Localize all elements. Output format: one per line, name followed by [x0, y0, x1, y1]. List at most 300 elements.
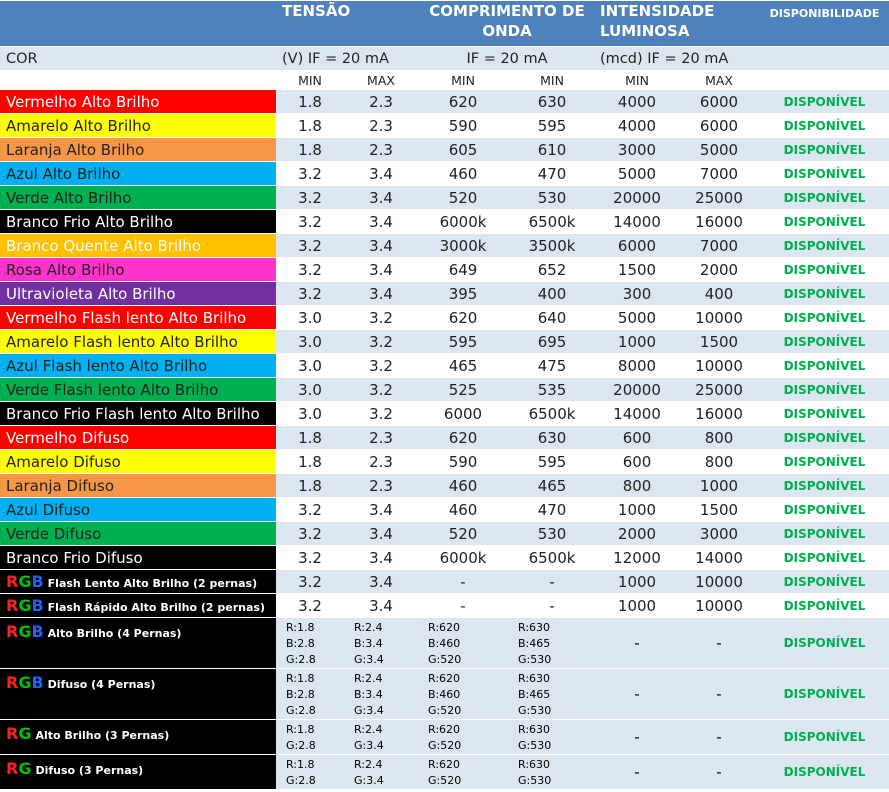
- rgb-label: Flash Rápido Alto Brilho (2 pernas): [47, 601, 265, 614]
- color-name-cell: Amarelo Flash lento Alto Brilho: [0, 330, 276, 354]
- minmax-label: MIN: [596, 71, 678, 90]
- value-cell: -: [418, 570, 508, 594]
- status-badge: DISPONÍVEL: [760, 378, 889, 402]
- value-cell: 10000: [678, 594, 760, 618]
- value-cell: 600: [596, 426, 678, 450]
- rgb-letter: R: [6, 572, 19, 591]
- sub-blank: [760, 47, 889, 71]
- value-line: R:620: [428, 621, 461, 634]
- value-cell: 1500: [678, 330, 760, 354]
- table-row: [0, 720, 889, 755]
- rgb-label: Flash Lento Alto Brilho (2 pernas): [47, 577, 258, 590]
- value-list-cell: [344, 755, 418, 790]
- color-name-cell: Vermelho Alto Brilho: [0, 90, 276, 114]
- value-cell: 460: [418, 498, 508, 522]
- table-row: [0, 594, 889, 618]
- color-name-cell: [0, 669, 276, 720]
- value-cell: 14000: [596, 402, 678, 426]
- value-cell: 470: [508, 498, 596, 522]
- color-name-cell: [0, 594, 276, 618]
- value-cell: 3000k: [418, 234, 508, 258]
- value-line: G:2.8: [286, 704, 316, 717]
- rgb-label: Alto Brilho (4 Pernas): [47, 627, 182, 640]
- value-cell: 5000: [678, 138, 760, 162]
- value-line: R:1.8: [286, 621, 315, 634]
- color-name-cell: Branco Quente Alto Brilho: [0, 234, 276, 258]
- value-cell: 3.2: [276, 282, 344, 306]
- color-name-cell: Azul Alto Brilho: [0, 162, 276, 186]
- value-list-cell: [418, 618, 508, 669]
- value-list-cell: [418, 669, 508, 720]
- value-list-cell: [344, 618, 418, 669]
- value-line: G:2.8: [286, 739, 316, 752]
- status-badge: DISPONÍVEL: [760, 186, 889, 210]
- value-cell: 520: [418, 186, 508, 210]
- value-cell: -: [678, 618, 760, 669]
- rgb-prefix: [6, 572, 44, 591]
- value-line: G:520: [428, 739, 462, 752]
- value-cell: 3.4: [344, 498, 418, 522]
- value-cell: 460: [418, 162, 508, 186]
- minmax-label: MIN: [276, 71, 344, 90]
- color-name-cell: Branco Frio Difuso: [0, 546, 276, 570]
- value-list-cell: [418, 755, 508, 790]
- value-cell: 3.2: [276, 210, 344, 234]
- value-cell: 12000: [596, 546, 678, 570]
- value-cell: 3.0: [276, 378, 344, 402]
- header-cor-blank: [0, 1, 276, 47]
- value-cell: 300: [596, 282, 678, 306]
- table-row: [0, 378, 889, 402]
- status-badge: DISPONÍVEL: [760, 618, 889, 669]
- minmax-blank: [760, 71, 889, 90]
- value-cell: 605: [418, 138, 508, 162]
- value-line: G:3.4: [354, 739, 384, 752]
- sub-intensidade: (mcd) IF = 20 mA: [596, 47, 760, 71]
- value-line: B:2.8: [286, 688, 315, 701]
- status-badge: DISPONÍVEL: [760, 90, 889, 114]
- rgb-label: Alto Brilho (3 Pernas): [35, 729, 170, 742]
- table-row: [0, 90, 889, 114]
- color-name-cell: Verde Flash lento Alto Brilho: [0, 378, 276, 402]
- value-cell: -: [596, 669, 678, 720]
- status-badge: DISPONÍVEL: [760, 234, 889, 258]
- table-row: [0, 474, 889, 498]
- value-line: R:2.4: [354, 672, 383, 685]
- rgb-letter: R: [6, 622, 19, 641]
- value-cell: 590: [418, 114, 508, 138]
- value-cell: 2.3: [344, 474, 418, 498]
- value-cell: 3.0: [276, 306, 344, 330]
- color-name-cell: Vermelho Difuso: [0, 426, 276, 450]
- value-line: R:620: [428, 672, 461, 685]
- table-row: [0, 618, 889, 669]
- table-row: [0, 138, 889, 162]
- value-cell: 5000: [596, 162, 678, 186]
- status-badge: DISPONÍVEL: [760, 426, 889, 450]
- value-cell: 3000: [596, 138, 678, 162]
- value-line: G:530: [518, 774, 552, 787]
- sub-tensao: (V) IF = 20 mA: [276, 47, 418, 71]
- color-name-cell: Branco Frio Flash lento Alto Brilho: [0, 402, 276, 426]
- value-cell: 14000: [596, 210, 678, 234]
- value-cell: 3.4: [344, 210, 418, 234]
- value-line: B:465: [518, 688, 551, 701]
- value-cell: 3.4: [344, 162, 418, 186]
- value-cell: -: [678, 669, 760, 720]
- rgb-letter: G: [18, 724, 32, 743]
- value-cell: 6000k: [418, 210, 508, 234]
- status-badge: DISPONÍVEL: [760, 210, 889, 234]
- rgb-letter: B: [31, 596, 44, 615]
- value-cell: 1000: [596, 594, 678, 618]
- value-list-cell: [276, 669, 344, 720]
- rgb-prefix: [6, 596, 44, 615]
- table-row: [0, 450, 889, 474]
- value-cell: 10000: [678, 570, 760, 594]
- table-row: [0, 546, 889, 570]
- value-cell: 3.0: [276, 330, 344, 354]
- value-cell: 3.4: [344, 258, 418, 282]
- value-cell: 400: [678, 282, 760, 306]
- value-line: R:1.8: [286, 758, 315, 771]
- value-cell: 1000: [678, 474, 760, 498]
- value-cell: 530: [508, 522, 596, 546]
- color-name-cell: Amarelo Alto Brilho: [0, 114, 276, 138]
- value-cell: 7000: [678, 234, 760, 258]
- value-cell: 3.4: [344, 546, 418, 570]
- value-cell: 2000: [678, 258, 760, 282]
- table-row: [0, 522, 889, 546]
- value-cell: 4000: [596, 90, 678, 114]
- value-cell: 2.3: [344, 90, 418, 114]
- value-cell: -: [508, 570, 596, 594]
- color-name-cell: [0, 570, 276, 594]
- value-cell: 590: [418, 450, 508, 474]
- rgb-letter: B: [31, 572, 44, 591]
- value-list-cell: [508, 755, 596, 790]
- value-line: B:465: [518, 637, 551, 650]
- status-badge: DISPONÍVEL: [760, 669, 889, 720]
- value-cell: 20000: [596, 186, 678, 210]
- color-name-cell: Rosa Alto Brilho: [0, 258, 276, 282]
- value-cell: 3.4: [344, 234, 418, 258]
- value-cell: -: [418, 594, 508, 618]
- value-cell: 400: [508, 282, 596, 306]
- rgb-label: Difuso (3 Pernas): [35, 764, 144, 777]
- value-cell: 2.3: [344, 450, 418, 474]
- value-cell: 1.8: [276, 114, 344, 138]
- table-row: [0, 330, 889, 354]
- value-cell: -: [678, 720, 760, 755]
- rgb-letter: R: [6, 673, 19, 692]
- table-row: [0, 755, 889, 790]
- rgb-letter: G: [18, 596, 32, 615]
- value-cell: 10000: [678, 306, 760, 330]
- value-line: R:2.4: [354, 758, 383, 771]
- color-name-cell: Vermelho Flash lento Alto Brilho: [0, 306, 276, 330]
- value-cell: 465: [508, 474, 596, 498]
- status-badge: DISPONÍVEL: [760, 162, 889, 186]
- value-cell: 610: [508, 138, 596, 162]
- rgb-letter: R: [6, 596, 19, 615]
- header-comprimento: COMPRIMENTO DE ONDA: [418, 1, 596, 47]
- rgb-letter: B: [31, 622, 44, 641]
- status-badge: DISPONÍVEL: [760, 306, 889, 330]
- table-row: [0, 669, 889, 720]
- color-name-cell: Verde Alto Brilho: [0, 186, 276, 210]
- value-list-cell: [276, 755, 344, 790]
- rgb-prefix: [6, 759, 31, 778]
- status-badge: DISPONÍVEL: [760, 474, 889, 498]
- value-cell: 20000: [596, 378, 678, 402]
- rgb-letter: G: [18, 673, 32, 692]
- status-badge: DISPONÍVEL: [760, 354, 889, 378]
- value-cell: 3.4: [344, 594, 418, 618]
- rgb-letter: G: [18, 572, 32, 591]
- rgb-letter: R: [6, 759, 19, 778]
- value-cell: 3.2: [276, 258, 344, 282]
- status-badge: DISPONÍVEL: [760, 402, 889, 426]
- value-list-cell: [508, 618, 596, 669]
- table-row: [0, 162, 889, 186]
- table-row: [0, 354, 889, 378]
- value-list-cell: [344, 720, 418, 755]
- rgb-letter: R: [6, 724, 19, 743]
- header-intensidade: INTENSIDADE LUMINOSA: [596, 1, 760, 47]
- value-cell: 695: [508, 330, 596, 354]
- status-badge: DISPONÍVEL: [760, 138, 889, 162]
- color-name-cell: Laranja Difuso: [0, 474, 276, 498]
- value-cell: 1.8: [276, 138, 344, 162]
- color-name-cell: [0, 755, 276, 790]
- table-row: [0, 114, 889, 138]
- value-line: R:2.4: [354, 723, 383, 736]
- value-line: R:1.8: [286, 723, 315, 736]
- value-cell: 3.2: [276, 594, 344, 618]
- value-cell: 800: [678, 426, 760, 450]
- table-row: [0, 402, 889, 426]
- value-line: R:630: [518, 723, 551, 736]
- color-name-cell: Ultravioleta Alto Brilho: [0, 282, 276, 306]
- value-line: R:1.8: [286, 672, 315, 685]
- value-cell: 6500k: [508, 402, 596, 426]
- rgb-letter: G: [18, 622, 32, 641]
- table-row: [0, 306, 889, 330]
- value-cell: 630: [508, 90, 596, 114]
- value-cell: 652: [508, 258, 596, 282]
- value-cell: 25000: [678, 378, 760, 402]
- color-name-cell: Laranja Alto Brilho: [0, 138, 276, 162]
- value-cell: 6000: [418, 402, 508, 426]
- value-cell: 2.3: [344, 138, 418, 162]
- value-line: R:620: [428, 758, 461, 771]
- value-cell: 535: [508, 378, 596, 402]
- value-cell: 3.2: [276, 186, 344, 210]
- value-cell: 3.2: [276, 162, 344, 186]
- value-cell: -: [678, 755, 760, 790]
- value-line: G:3.4: [354, 653, 384, 666]
- value-cell: 620: [418, 90, 508, 114]
- header-tensao: TENSÃO: [276, 1, 418, 47]
- minmax-row: [0, 71, 889, 90]
- value-cell: 460: [418, 474, 508, 498]
- value-cell: 3.2: [276, 546, 344, 570]
- value-cell: 395: [418, 282, 508, 306]
- table-row: [0, 498, 889, 522]
- color-name-cell: Amarelo Difuso: [0, 450, 276, 474]
- value-cell: 525: [418, 378, 508, 402]
- value-line: G:520: [428, 774, 462, 787]
- status-badge: DISPONÍVEL: [760, 594, 889, 618]
- value-cell: 4000: [596, 114, 678, 138]
- value-cell: 6000k: [418, 546, 508, 570]
- value-cell: 520: [418, 522, 508, 546]
- table-row: [0, 234, 889, 258]
- value-list-cell: [344, 669, 418, 720]
- status-badge: DISPONÍVEL: [760, 330, 889, 354]
- header-row: [0, 1, 889, 47]
- value-cell: 3.4: [344, 282, 418, 306]
- table-row: [0, 570, 889, 594]
- value-list-cell: [508, 669, 596, 720]
- status-badge: DISPONÍVEL: [760, 282, 889, 306]
- value-cell: 14000: [678, 546, 760, 570]
- value-cell: 800: [596, 474, 678, 498]
- value-cell: 1000: [596, 498, 678, 522]
- value-cell: 3000: [678, 522, 760, 546]
- value-cell: 620: [418, 426, 508, 450]
- value-cell: 8000: [596, 354, 678, 378]
- rgb-letter: G: [18, 759, 32, 778]
- status-badge: DISPONÍVEL: [760, 546, 889, 570]
- value-cell: 3.2: [276, 498, 344, 522]
- value-list-cell: [276, 618, 344, 669]
- value-cell: 3.2: [276, 234, 344, 258]
- value-cell: 6000: [678, 114, 760, 138]
- value-cell: 530: [508, 186, 596, 210]
- table-row: [0, 258, 889, 282]
- value-cell: 1500: [596, 258, 678, 282]
- value-cell: 475: [508, 354, 596, 378]
- value-cell: 3.2: [344, 306, 418, 330]
- color-name-cell: Verde Difuso: [0, 522, 276, 546]
- color-name-cell: Branco Frio Alto Brilho: [0, 210, 276, 234]
- value-line: R:630: [518, 672, 551, 685]
- minmax-label: MIN: [418, 71, 508, 90]
- value-line: G:2.8: [286, 653, 316, 666]
- status-badge: DISPONÍVEL: [760, 570, 889, 594]
- value-cell: 2000: [596, 522, 678, 546]
- value-line: G:530: [518, 653, 552, 666]
- value-list-cell: [508, 720, 596, 755]
- value-line: B:460: [428, 637, 461, 650]
- minmax-label: MAX: [344, 71, 418, 90]
- table-row: [0, 186, 889, 210]
- value-cell: 630: [508, 426, 596, 450]
- status-badge: DISPONÍVEL: [760, 720, 889, 755]
- minmax-label: MAX: [678, 71, 760, 90]
- value-cell: 3.2: [344, 402, 418, 426]
- value-cell: 3.2: [276, 570, 344, 594]
- color-name-cell: Azul Difuso: [0, 498, 276, 522]
- value-line: B:2.8: [286, 637, 315, 650]
- rgb-prefix: [6, 673, 44, 692]
- value-cell: 16000: [678, 210, 760, 234]
- status-badge: DISPONÍVEL: [760, 450, 889, 474]
- rgb-label: Difuso (4 Pernas): [47, 678, 156, 691]
- table-row: [0, 426, 889, 450]
- table-row: [0, 210, 889, 234]
- value-line: R:620: [428, 723, 461, 736]
- value-cell: 6500k: [508, 210, 596, 234]
- sub-comprimento: IF = 20 mA: [418, 47, 596, 71]
- value-cell: 3.4: [344, 570, 418, 594]
- value-cell: -: [596, 720, 678, 755]
- value-cell: -: [596, 618, 678, 669]
- color-name-cell: [0, 618, 276, 669]
- value-cell: 595: [418, 330, 508, 354]
- value-cell: 10000: [678, 354, 760, 378]
- status-badge: DISPONÍVEL: [760, 498, 889, 522]
- table-row: [0, 282, 889, 306]
- status-badge: DISPONÍVEL: [760, 114, 889, 138]
- minmax-label: MIN: [508, 71, 596, 90]
- minmax-blank: [0, 71, 276, 90]
- value-cell: 470: [508, 162, 596, 186]
- status-badge: DISPONÍVEL: [760, 258, 889, 282]
- value-list-cell: [276, 720, 344, 755]
- value-cell: 600: [596, 450, 678, 474]
- value-line: B:3.4: [354, 688, 383, 701]
- value-line: G:3.4: [354, 704, 384, 717]
- value-cell: 6000: [596, 234, 678, 258]
- value-cell: 1000: [596, 570, 678, 594]
- value-cell: -: [508, 594, 596, 618]
- value-cell: 3.2: [344, 354, 418, 378]
- value-cell: 3.4: [344, 186, 418, 210]
- value-line: G:520: [428, 704, 462, 717]
- value-cell: 3.2: [344, 378, 418, 402]
- value-line: G:530: [518, 739, 552, 752]
- status-badge: DISPONÍVEL: [760, 522, 889, 546]
- value-cell: 7000: [678, 162, 760, 186]
- value-line: B:3.4: [354, 637, 383, 650]
- value-cell: 2.3: [344, 426, 418, 450]
- value-cell: 640: [508, 306, 596, 330]
- value-cell: 6500k: [508, 546, 596, 570]
- value-cell: 3.0: [276, 354, 344, 378]
- header-disponibilidade: DISPONIBILIDADE: [760, 1, 889, 47]
- value-cell: 6000: [678, 90, 760, 114]
- value-cell: 1.8: [276, 426, 344, 450]
- value-cell: 1000: [596, 330, 678, 354]
- value-cell: 3.2: [276, 522, 344, 546]
- value-line: G:530: [518, 704, 552, 717]
- subheader-row: [0, 47, 889, 71]
- value-line: R:630: [518, 758, 551, 771]
- value-cell: 5000: [596, 306, 678, 330]
- status-badge: DISPONÍVEL: [760, 755, 889, 790]
- value-line: R:630: [518, 621, 551, 634]
- value-cell: 800: [678, 450, 760, 474]
- color-name-cell: [0, 720, 276, 755]
- value-cell: 2.3: [344, 114, 418, 138]
- value-line: G:520: [428, 653, 462, 666]
- value-line: G:3.4: [354, 774, 384, 787]
- value-cell: 1.8: [276, 90, 344, 114]
- value-cell: 1500: [678, 498, 760, 522]
